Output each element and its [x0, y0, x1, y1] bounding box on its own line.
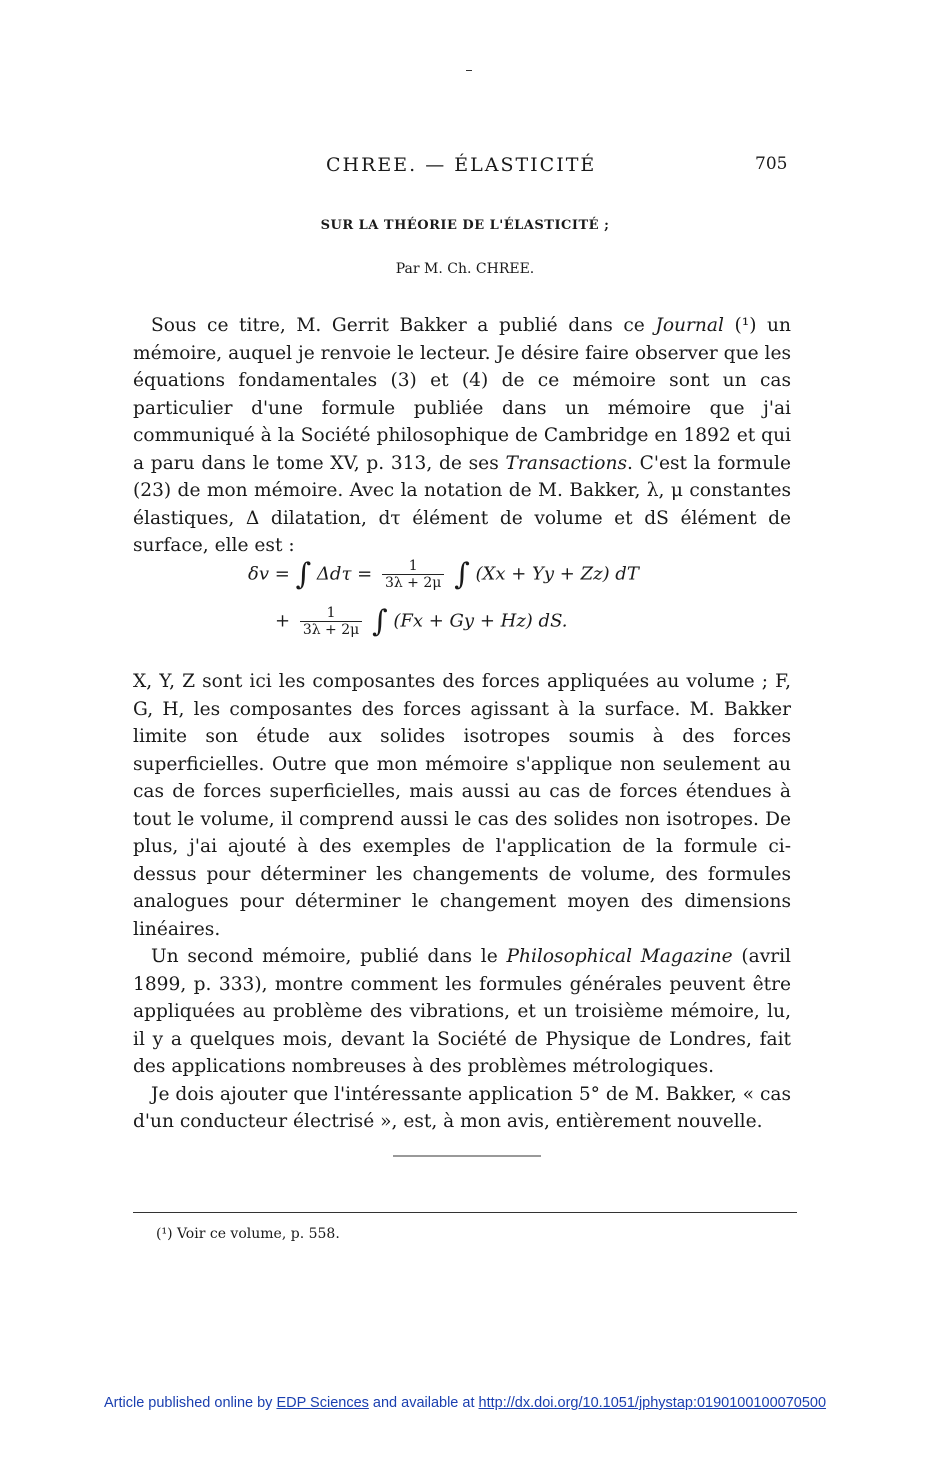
journal-name: Journal	[655, 315, 724, 336]
fraction: $\frac{1}{3\lambda + 2\mu}$	[382, 558, 444, 591]
page-number: 705	[755, 154, 788, 174]
paragraph-body: X, Y, Z sont ici les composantes des forces appliquées au volume ; F, G, H, les composantes des forces agissant à la surface. M. Bakker limite son étude aux solides isotropes soumis à des forces superficielles. Outre que mon mémoire s'applique non seulement au cas de forces superficielles, mais aussi au cas de forces étendues à tout le volume, il comprend aussi le cas des solides non isotropes. De plus, j'ai ajouté à des exemples de l'application de la formule ci-dessus pour déterminer les changements de volume, des formules analogues pour déterminer le changement moyen des dimensions linéaires. Un second mémoire, publié dans le Philosophical Magazine (avril 1899, p. 333), montre comment les formules générales peuvent être appliquées au problème des vibrations, et un troisième mémoire, lu, il y a quelques mois, devant la Société de Physique de Londres, fait des applications nombreuses à des problèmes métrologiques. Je dois ajouter que l'intéressante application 5° de M. Bakker, « cas d'un conducteur électrisé », est, à mon avis, entièrement nouvelle.	[133, 671, 791, 1132]
publication-notice: Article published online by EDP Sciences and available at http://dx.doi.org/10.1051/jphystap:0190100100070500	[103, 1395, 827, 1411]
print-mark	[466, 70, 472, 71]
transactions-name: Transactions	[505, 452, 627, 474]
publisher-link[interactable]: EDP Sciences	[276, 1395, 369, 1411]
running-title: CHREE. — ÉLASTICITÉ	[326, 154, 597, 176]
equation-line-1: δv = ∫ Δdτ = $\frac{1}{3\lambda + 2\mu}$ ∫ (Xx + Yy + Zz) dT	[248, 557, 639, 592]
fraction: $\frac{1}{3\lambda + 2\mu}$	[300, 605, 362, 638]
equation-line-2: + $\frac{1}{3\lambda + 2\mu}$ ∫ (Fx + Gy + Hz) dS.	[275, 604, 568, 639]
doi-link[interactable]: http://dx.doi.org/10.1051/jphystap:0190100100070500	[478, 1395, 827, 1411]
magazine-name: Philosophical Magazine	[506, 946, 733, 967]
footnote: (¹) Voir ce volume, p. 558.	[156, 1226, 340, 1242]
article-title: SUR LA THÉORIE DE L'ÉLASTICITÉ ;	[320, 218, 610, 233]
byline: Par M. Ch. CHREE.	[395, 261, 535, 277]
separator-ornament	[393, 1155, 541, 1157]
paragraph-intro: Sous ce titre, M. Gerrit Bakker a publié dans ce Journal (¹) un mémoire, auquel je renvoie le lecteur. Je désire faire observer que les équations fondamentales (3) et (4) de ce mémoire sont un cas particulier d'une formule publiée dans un mémoire que j'ai communiqué à la Société philosophique de Cambridge en 1892 et qui a paru dans le tome XV, p. 313, de ses Transactions. C'est la formule (23) de mon mémoire. Avec la notation de M. Bakker, λ, μ constantes élastiques, Δ dilatation, dτ élément de volume et dS élément de surface, elle est :	[133, 315, 792, 556]
footnote-rule	[133, 1212, 797, 1213]
